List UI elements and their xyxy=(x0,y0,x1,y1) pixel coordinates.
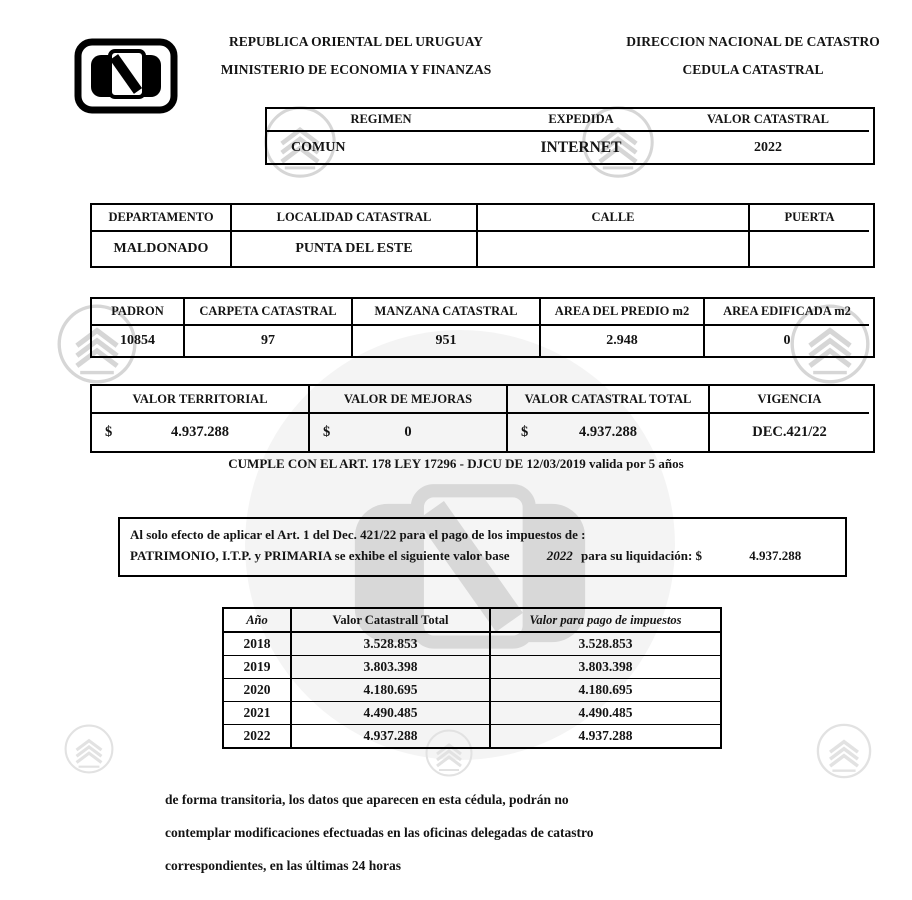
transitional-note-line3: correspondientes, en las últimas 24 horas xyxy=(165,858,402,873)
location-table xyxy=(90,203,875,268)
tax-box-liquidacion: para su liquidación: $ xyxy=(581,548,703,563)
valor-total-value xyxy=(508,414,710,451)
history-valor-impuestos: 3.528.853 xyxy=(491,633,720,656)
puerta-header: PUERTA xyxy=(750,205,869,232)
document-title: CEDULA CATASTRAL xyxy=(682,62,824,77)
history-year: 2021 xyxy=(224,702,292,725)
history-valor-impuestos: 4.490.485 xyxy=(491,702,720,725)
history-year: 2019 xyxy=(224,656,292,679)
history-valor-catastral: 3.528.853 xyxy=(292,633,491,656)
history-valor-impuestos: 4.937.288 xyxy=(578,728,633,743)
currency-symbol: $ xyxy=(521,424,529,440)
padron-value: 10854 xyxy=(92,326,185,356)
history-valor-catastral: 3.803.398 xyxy=(292,656,491,679)
area-edificada-value: 0 xyxy=(783,333,791,348)
amount: 4.937.288 xyxy=(171,424,229,440)
tax-box-amount: 4.937.288 xyxy=(749,548,802,563)
tax-purpose-box xyxy=(118,517,847,577)
history-table xyxy=(222,607,722,749)
vigencia-header: VIGENCIA xyxy=(710,386,869,414)
watermark-chevron-icon xyxy=(815,722,873,780)
regimen-table xyxy=(265,107,875,165)
tax-box-line2-text: PATRIMONIO, I.T.P. y PRIMARIA se exhibe el siguiente valor base xyxy=(130,548,510,563)
direccion-title: DIRECCION NACIONAL DE CATASTRO xyxy=(626,34,880,49)
history-valor-catastral: 4.937.288 xyxy=(292,725,491,747)
regimen-value: COMUN xyxy=(291,139,346,155)
tax-box-line1: Al solo efecto de aplicar el Art. 1 del Dec. 421/22 para el pago de los impuestos de : xyxy=(130,527,586,542)
ministry-title: MINISTERIO DE ECONOMIA Y FINANZAS xyxy=(220,62,492,77)
carpeta-value: 97 xyxy=(185,326,353,356)
valor-mejoras-header: VALOR DE MEJORAS xyxy=(310,386,508,414)
ano-header: Año xyxy=(224,609,292,633)
catastro-logo-icon xyxy=(74,38,178,114)
watermark-chevron-icon xyxy=(63,723,115,775)
history-valor-catastral: 4.490.485 xyxy=(292,702,491,725)
history-valor-impuestos: 3.803.398 xyxy=(491,656,720,679)
valores-table xyxy=(90,384,875,453)
valor-catastral-total-header: Valor Catastrall Total xyxy=(292,609,491,633)
amount: 0 xyxy=(404,424,412,440)
compliance-note: CUMPLE CON EL ART. 178 LEY 17296 - DJCU DE 12/03/2019 valida por 5 años xyxy=(228,456,684,471)
valor-catastral-header: VALOR CATASTRAL xyxy=(667,109,869,132)
expedida-header: EXPEDIDA xyxy=(495,109,667,132)
calle-value xyxy=(478,232,750,266)
valor-total-header: VALOR CATASTRAL TOTAL xyxy=(508,386,710,414)
padron-table xyxy=(90,297,875,358)
expedida-value: INTERNET xyxy=(540,138,622,156)
transitional-note-line1: de forma transitoria, los datos que aparecen en esta cédula, podrán no xyxy=(165,792,569,807)
tax-box-year: 2022 xyxy=(546,548,573,563)
regimen-header: REGIMEN xyxy=(267,109,495,132)
departamento-header: DEPARTAMENTO xyxy=(92,205,232,232)
currency-symbol: $ xyxy=(105,424,113,440)
transitional-note-line2: contemplar modificaciones efectuadas en las oficinas delegadas de catastro xyxy=(165,825,594,840)
valor-pago-impuestos-header: Valor para pago de impuestos xyxy=(491,609,720,633)
currency-symbol: $ xyxy=(323,424,331,440)
manzana-header: MANZANA CATASTRAL xyxy=(353,299,541,326)
history-valor-impuestos: 4.180.695 xyxy=(491,679,720,702)
history-year: 2022 xyxy=(224,725,292,747)
header-ministry-block xyxy=(196,28,516,84)
localidad-header: LOCALIDAD CATASTRAL xyxy=(232,205,478,232)
area-edificada-header: AREA EDIFICADA m2 xyxy=(705,299,869,326)
transitional-note xyxy=(165,783,745,882)
history-year: 2018 xyxy=(224,633,292,656)
republic-title: REPUBLICA ORIENTAL DEL URUGUAY xyxy=(229,34,483,49)
history-valor-catastral: 4.180.695 xyxy=(292,679,491,702)
amount: 4.937.288 xyxy=(579,424,637,440)
valor-territorial-value xyxy=(92,414,310,451)
tax-box-line2 xyxy=(130,545,835,567)
area-predio-value: 2.948 xyxy=(541,326,705,356)
puerta-value xyxy=(750,232,869,266)
carpeta-header: CARPETA CATASTRAL xyxy=(185,299,353,326)
header-catastro-block xyxy=(606,28,900,84)
calle-header: CALLE xyxy=(478,205,750,232)
valor-territorial-header: VALOR TERRITORIAL xyxy=(92,386,310,414)
vigencia-value: DEC.421/22 xyxy=(752,424,827,440)
history-year: 2020 xyxy=(224,679,292,702)
localidad-value: PUNTA DEL ESTE xyxy=(232,232,478,266)
valor-mejoras-value xyxy=(310,414,508,451)
manzana-value: 951 xyxy=(353,326,541,356)
area-predio-header: AREA DEL PREDIO m2 xyxy=(541,299,705,326)
valor-catastral-value: 2022 xyxy=(754,139,782,155)
departamento-value: MALDONADO xyxy=(92,232,232,266)
padron-header: PADRON xyxy=(92,299,185,326)
